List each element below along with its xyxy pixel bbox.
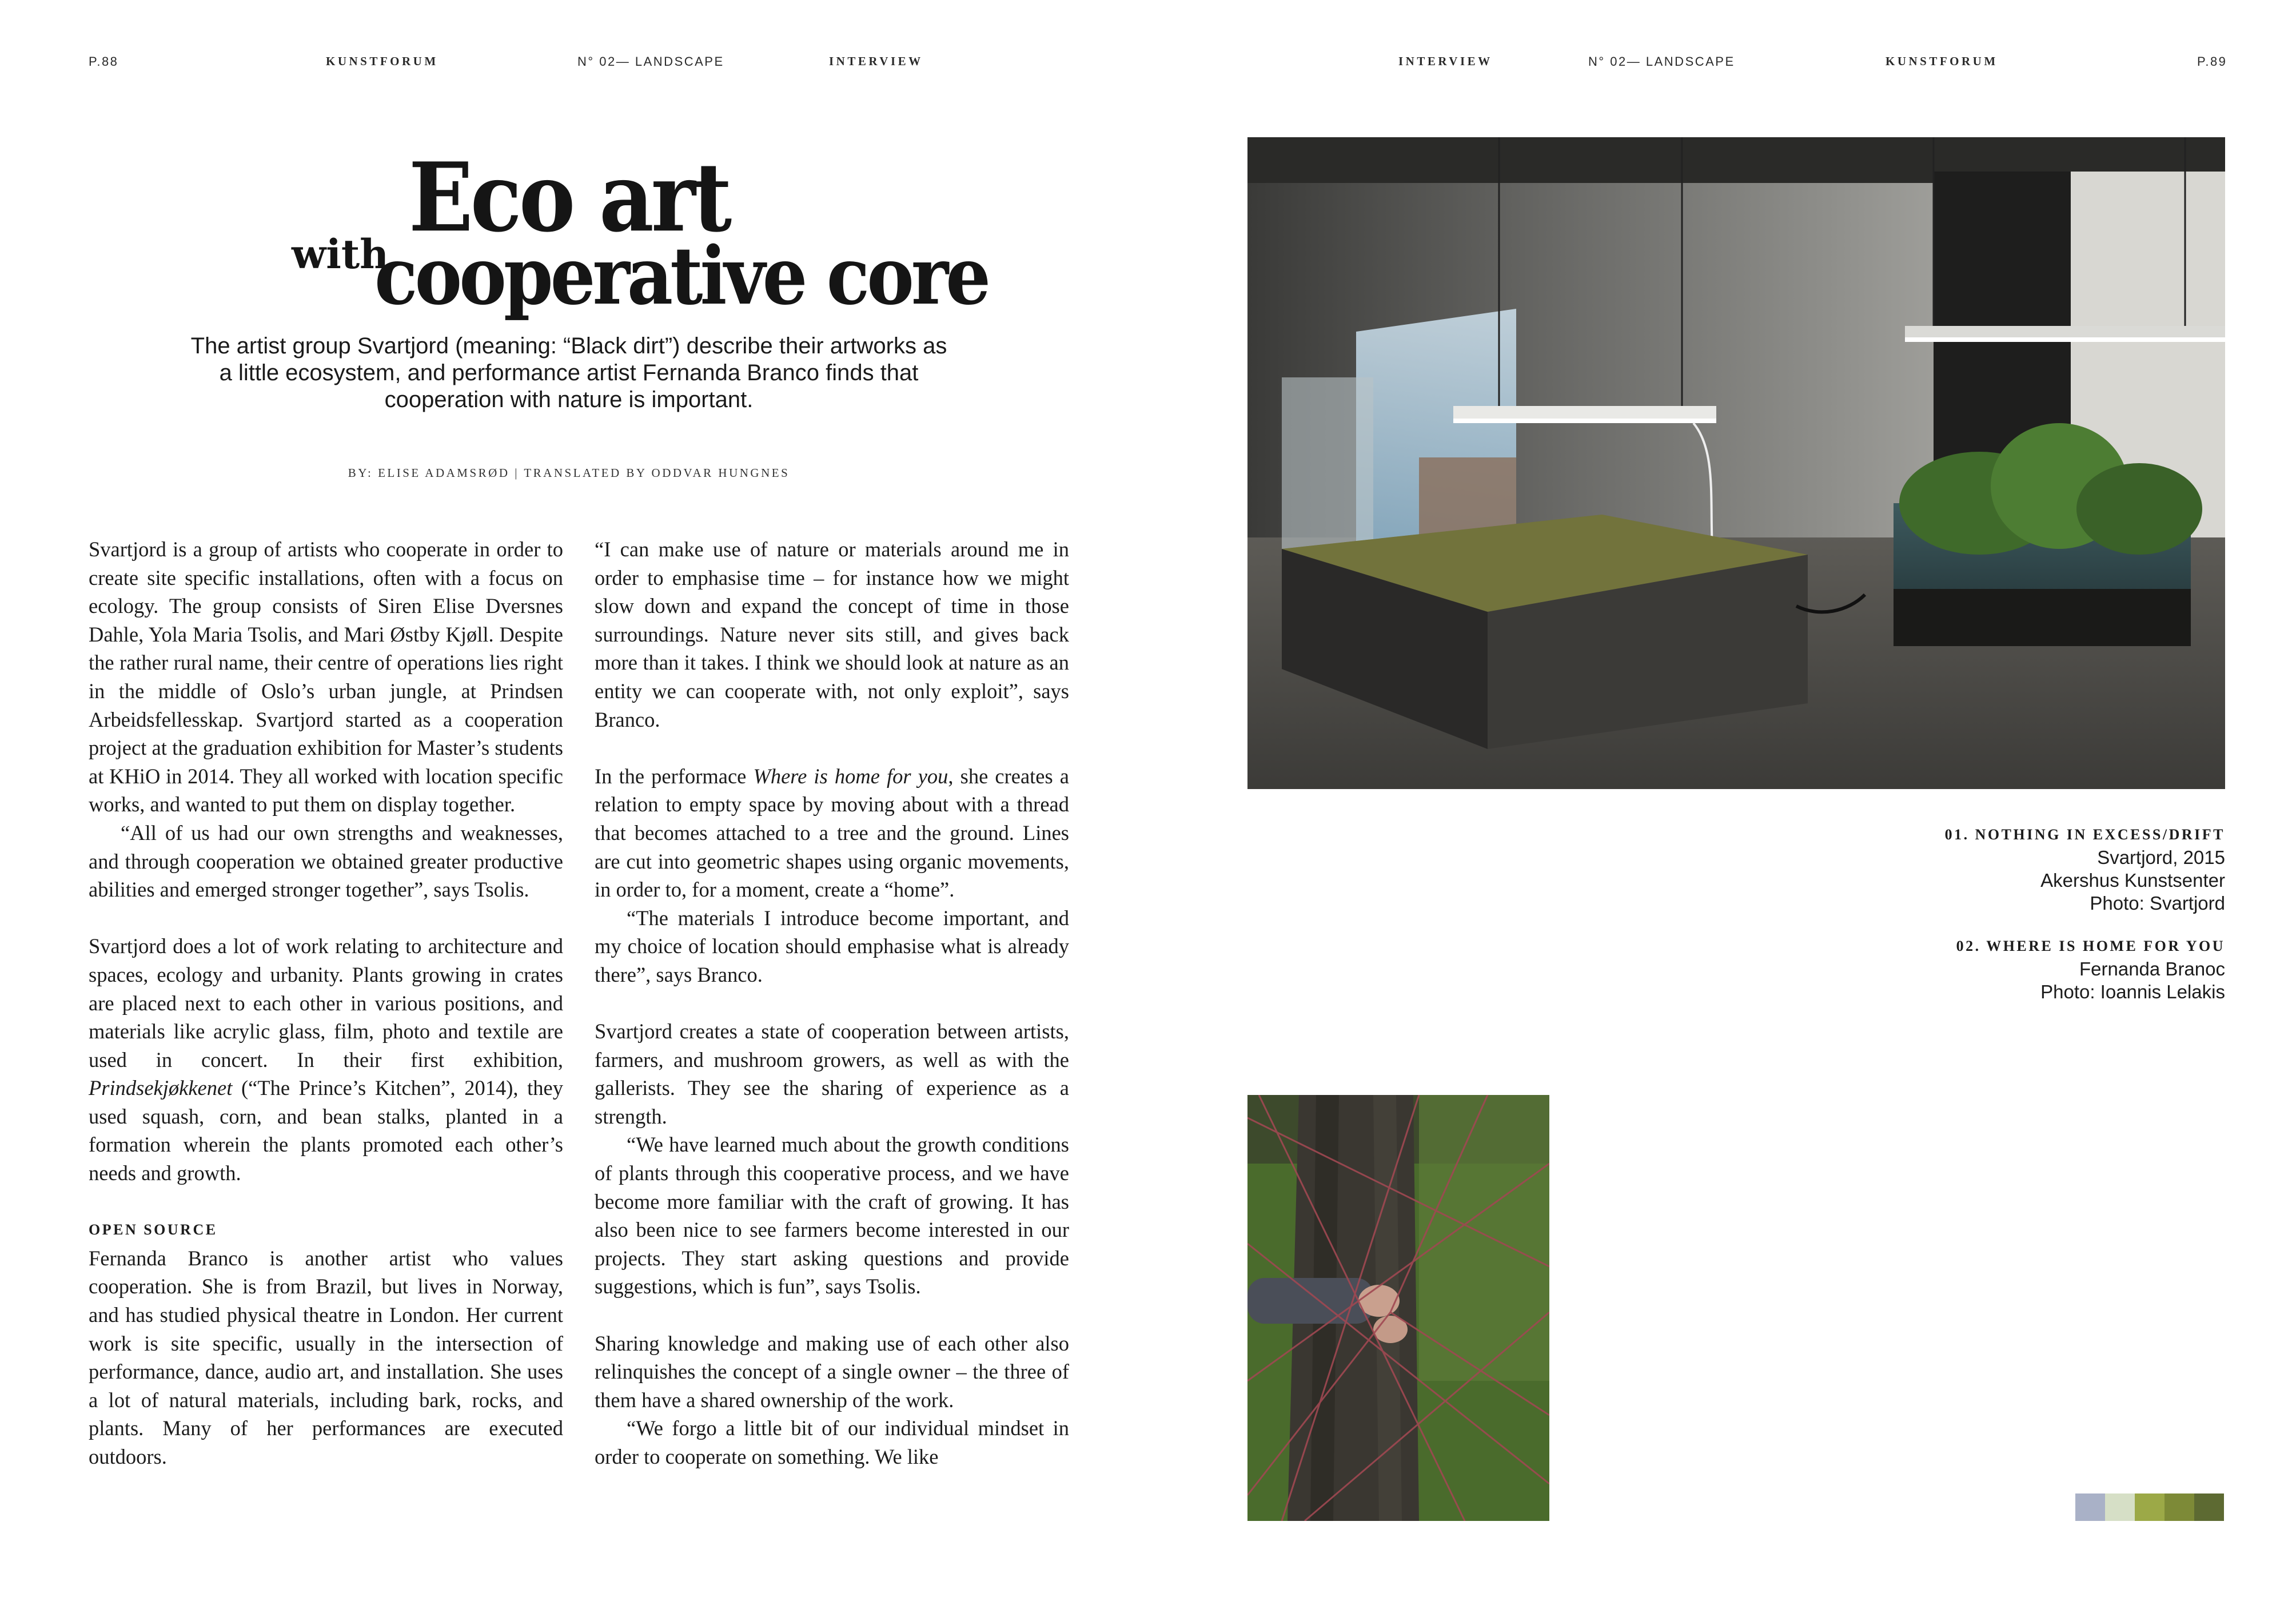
caption-photo-2 bbox=[1825, 935, 2225, 1003]
page-number-left: P.88 bbox=[89, 54, 119, 69]
italic-title: Prindsekjøkkenet bbox=[89, 1076, 233, 1100]
magazine-name-right: KUNSTFORUM bbox=[1886, 54, 1998, 68]
performance-photo-illustration bbox=[1247, 1095, 1549, 1521]
paragraph: Svartjord creates a state of cooperation between artists, farmers, and mushroom growers, as well as with the gallerists. They see the sharing of experience as a strength. bbox=[595, 1019, 1069, 1128]
paragraph: “All of us had our own strengths and weaknesses, and through cooperation we obtained greater productive abilities and emerged stronger together”, says Tsolis. bbox=[89, 821, 563, 902]
article-title-line2: cooperative core bbox=[374, 230, 988, 323]
body-column-2 bbox=[595, 535, 1069, 1471]
article-byline: BY: ELISE ADAMSRØD | TRANSLATED BY ODDVAR HUNGNES bbox=[348, 466, 790, 480]
color-swatch bbox=[2105, 1493, 2135, 1521]
caption-line: Fernanda Branoc bbox=[2079, 958, 2225, 979]
installation-photo bbox=[1247, 137, 2225, 789]
performance-photo bbox=[1247, 1095, 1549, 1521]
paragraph: In the performace Where is home for you, she creates a relation to empty space by moving about with a thread that becomes attached to a tree and the ground. Lines are cut into geometric shapes using organic movements, in order to, for a moment, create a “home”. bbox=[595, 764, 1069, 902]
installation-photo-illustration bbox=[1247, 137, 2225, 789]
caption-title: 02. WHERE IS HOME FOR YOU bbox=[1956, 938, 2225, 954]
body-column-1 bbox=[89, 535, 563, 1471]
paragraph: “The materials I introduce become important, and my choice of location should emphasise what is already there”, says Branco. bbox=[595, 906, 1069, 986]
caption-photo-1 bbox=[1825, 823, 2225, 915]
color-swatch-strip bbox=[2075, 1493, 2224, 1521]
paragraph: Svartjord does a lot of work relating to architecture and spaces, ecology and urbanity. Plants growing in crates are placed next to each other in various positions, and materials like acrylic glass, film, photo and textile are used in concert. In their first exhibition, Prindsekjøkkenet (“The Prince’s Kitchen”, 2014), they used squash, corn, and bean stalks, planted in a formation wherein the plants promoted each other’s needs and growth. bbox=[89, 934, 563, 1185]
article-title-line1: Eco art bbox=[408, 141, 730, 253]
italic-title: Where is home for you bbox=[753, 764, 948, 788]
right-page bbox=[1148, 0, 2296, 1621]
page-number-right: P.89 bbox=[2197, 54, 2227, 69]
caption-line: Akershus Kunstsenter bbox=[2040, 870, 2225, 891]
paragraph: “We have learned much about the growth conditions of plants through this cooperative process, and we have become more familiar with the craft of growing. It has also been nice to see farmers become interested in our projects. They start asking questions and provide suggestions, which is fun”, says Tsolis. bbox=[595, 1133, 1069, 1299]
article-standfirst: The artist group Svartjord (meaning: “Black dirt”) describe their artworks as a little ecosystem, and performance artist Fernanda Branco finds that cooperation with nature is important. bbox=[190, 333, 947, 412]
issue-label-left: N° 02— LANDSCAPE bbox=[577, 54, 724, 69]
issue-label-right: N° 02— LANDSCAPE bbox=[1588, 54, 1735, 69]
color-swatch bbox=[2135, 1493, 2165, 1521]
paragraph: “I can make use of nature or materials around me in order to emphasise time – for instance how we might slow down and expand the concept of time in those surroundings. Nature never sits still, and gives back more than it takes. I think we should look at nature as an entity we can cooperate with, not only exploit”, says Branco. bbox=[595, 537, 1069, 731]
caption-line: Photo: Ioannis Lelakis bbox=[2040, 981, 2225, 1002]
paragraph: “We forgo a little bit of our individual mindset in order to cooperate on something. We like bbox=[595, 1416, 1069, 1468]
color-swatch bbox=[2075, 1493, 2105, 1521]
section-label-left: INTERVIEW bbox=[829, 54, 923, 68]
article-title-with: with bbox=[292, 230, 389, 278]
color-swatch bbox=[2194, 1493, 2224, 1521]
color-swatch bbox=[2165, 1493, 2194, 1521]
paragraph: Fernanda Branco is another artist who values cooperation. She is from Brazil, but lives in Norway, and has studied physical theatre in London. Her current work is site specific, usually in the intersection of performance, dance, audio art, and installation. She uses a lot of natural materials, including bark, rocks, and plants. Many of her performances are executed outdoors. bbox=[89, 1246, 563, 1468]
subheading-open-source: OPEN SOURCE bbox=[89, 1221, 218, 1238]
caption-line: Svartjord, 2015 bbox=[2097, 847, 2225, 868]
paragraph: Svartjord is a group of artists who cooperate in order to create site specific installations, often with a focus on ecology. The group consists of Siren Elise Dversnes Dahle, Yola Maria Tsolis, and Mari Østby Kjøll. Despite the rather rural name, their centre of operations lies right in the middle of Oslo’s urban jungle, at Prindsen Arbeidsfellesskap. Svartjord started as a cooperation project at the graduation exhibition for Master’s students at KHiO in 2014. They all worked with location specific works, and wanted to put them on display together. bbox=[89, 537, 563, 817]
paragraph: Sharing knowledge and making use of each other also relinquishes the concept of a single owner – the three of them have a shared ownership of the work. bbox=[595, 1331, 1069, 1412]
section-label-right: INTERVIEW bbox=[1398, 54, 1493, 68]
caption-line: Photo: Svartjord bbox=[2090, 893, 2225, 914]
magazine-name-left: KUNSTFORUM bbox=[326, 54, 439, 68]
caption-title: 01. NOTHING IN EXCESS/DRIFT bbox=[1944, 826, 2225, 843]
